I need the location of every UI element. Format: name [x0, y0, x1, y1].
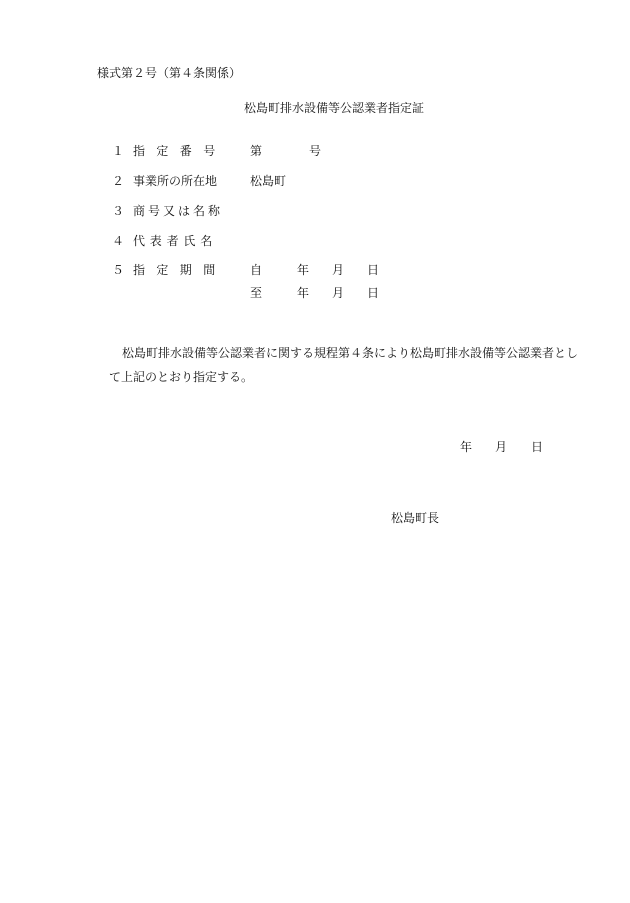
- issue-date-month: 月: [495, 440, 508, 454]
- issue-date-year: 年: [460, 440, 473, 454]
- item-label-trade-name: 商号又は名称: [133, 204, 224, 218]
- item-label-designation-period: 指定期間: [133, 263, 227, 277]
- period-to-label: 至: [250, 286, 263, 300]
- period-to-month: 月: [332, 286, 345, 300]
- designation-number-prefix: 第: [250, 144, 263, 158]
- form-label: 様式第２号（第４条関係）: [97, 66, 242, 80]
- period-to-year: 年: [297, 286, 310, 300]
- item-number-1: １: [112, 144, 125, 158]
- period-from-day: 日: [367, 263, 380, 277]
- item-label-representative-name: 代表者氏名: [133, 234, 218, 248]
- item-number-3: ３: [112, 204, 125, 218]
- period-from-label: 自: [250, 263, 263, 277]
- body-text-line-2: て上記のとおり指定する。: [109, 370, 254, 384]
- period-from-year: 年: [297, 263, 310, 277]
- designation-number-suffix: 号: [309, 144, 322, 158]
- office-location-value: 松島町: [250, 174, 287, 188]
- item-number-5: ５: [112, 263, 125, 277]
- period-from-month: 月: [332, 263, 345, 277]
- body-text-line-1: 松島町排水設備等公認業者に関する規程第４条により松島町排水設備等公認業者とし: [122, 346, 579, 360]
- item-number-2: ２: [112, 174, 125, 188]
- signer-title: 松島町長: [391, 511, 440, 525]
- item-label-office-location: 事業所の所在地: [133, 174, 218, 188]
- issue-date-day: 日: [531, 440, 544, 454]
- item-number-4: ４: [112, 234, 125, 248]
- item-label-designation-number: 指定番号: [133, 144, 227, 158]
- period-to-day: 日: [367, 286, 380, 300]
- document-title: 松島町排水設備等公認業者指定証: [244, 101, 425, 115]
